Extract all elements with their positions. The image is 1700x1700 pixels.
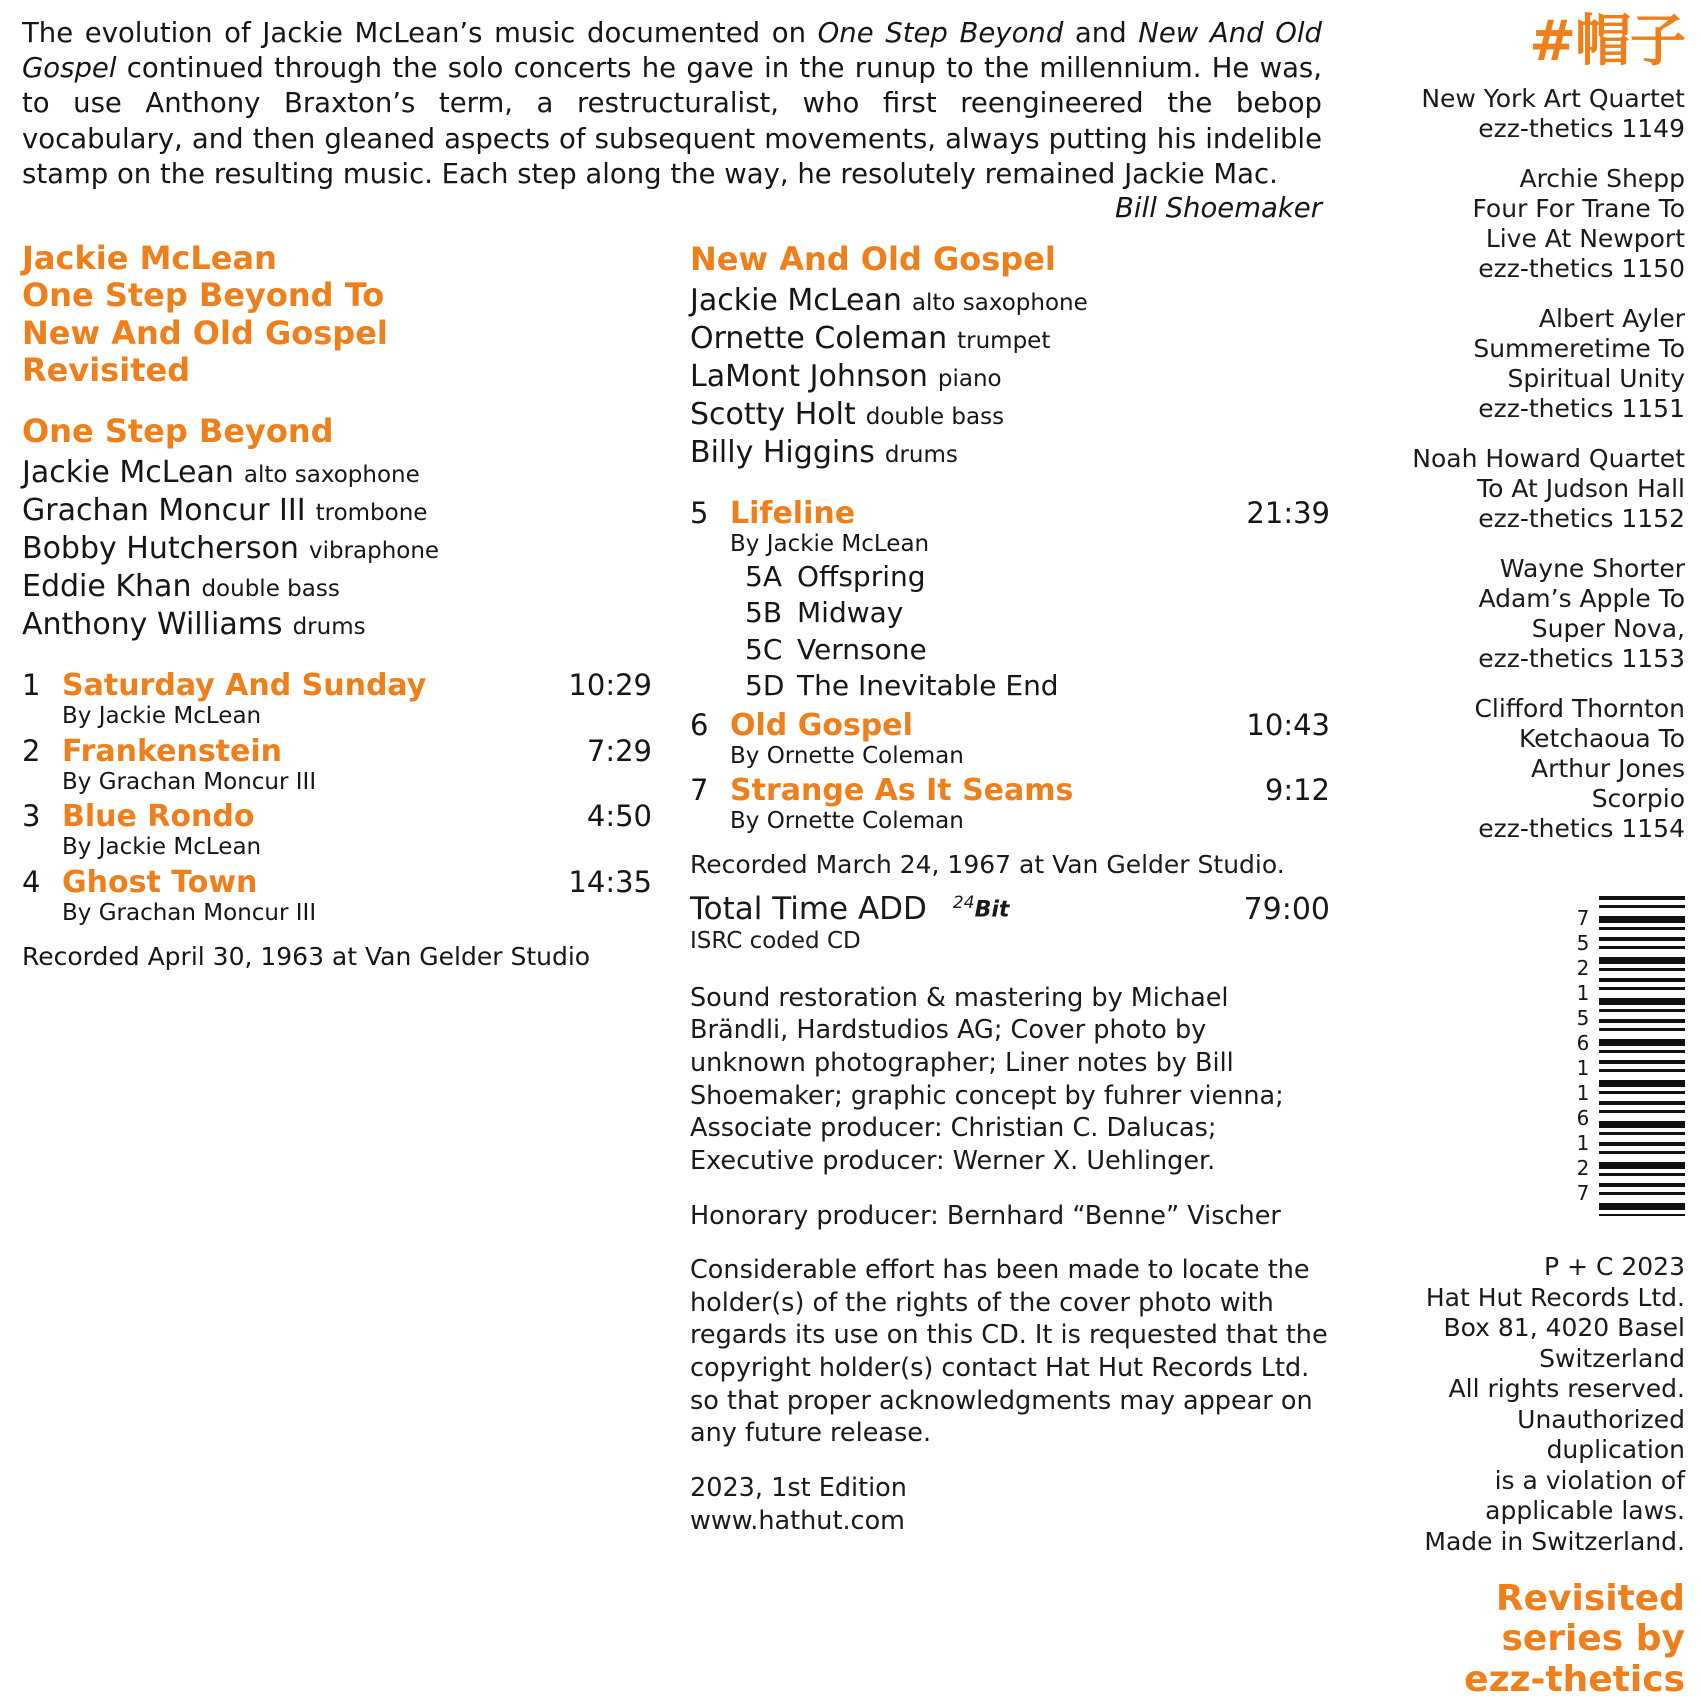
personnel-name: Grachan Moncur III	[22, 492, 306, 528]
catalog-line: Clifford Thornton	[1474, 694, 1685, 723]
track-title: Ghost Town	[62, 865, 258, 900]
production-credits: Sound restoration & mastering by Michael Brändli, Hardstudios AG; Cover photo by unknown photographer; Liner notes by Bill Shoemaker; graphic concept by fuhrer vienna; Associate producer: Christian C. Dalucas; Executive producer: Werner X. Uehlinger.	[690, 982, 1284, 1176]
movement-title: Vernsone	[797, 632, 927, 666]
catalog-line: Archie Shepp	[1519, 164, 1685, 193]
rights-notice: Considerable effort has been made to locate the holder(s) of the rights of the cover photo with regards its use on this CD. It is requested that the copyright holder(s) contact Hat Hut Records Ltd. so that proper acknowledgments may appear on any future release.	[690, 1255, 1328, 1449]
personnel-instrument: alto saxophone	[243, 461, 420, 488]
track-number: 7	[690, 773, 709, 808]
personnel-instrument: alto saxophone	[911, 290, 1088, 316]
track-title: Frankenstein	[62, 733, 283, 769]
track-title: Strange As It Seams	[730, 773, 1074, 809]
left-column	[22, 240, 652, 971]
personnel-row	[690, 396, 1330, 434]
publisher-line: All rights reserved.	[1448, 1374, 1685, 1403]
track-number: 5	[690, 496, 709, 531]
edition-info	[690, 1472, 1330, 1538]
liner-signature: Bill Shoemaker	[1115, 191, 1322, 224]
personnel-name: Jackie McLean	[22, 454, 234, 490]
personnel-row	[22, 568, 652, 606]
isrc-note: ISRC coded CD	[690, 927, 861, 954]
series-logo	[1400, 1579, 1685, 1700]
publisher-line: P + C 2023	[1544, 1252, 1685, 1281]
website-link[interactable]: www.hathut.com	[690, 1506, 906, 1537]
session-one-tracklist	[22, 668, 652, 927]
track-title: Blue Rondo	[62, 799, 255, 835]
right-column	[1400, 9, 1685, 1700]
track-number: 3	[22, 799, 41, 834]
liner-album-title-1: One Step Beyond	[817, 17, 1064, 49]
publisher-line: Switzerland	[1539, 1343, 1685, 1373]
track-composer: By Grachan Moncur III	[62, 768, 317, 795]
personnel-instrument: piano	[937, 366, 1002, 393]
personnel-instrument: double bass	[201, 576, 340, 603]
track-item	[690, 496, 1330, 704]
movement-title: The Inevitable End	[797, 669, 1059, 703]
track-composer: By Jackie McLean	[62, 834, 262, 861]
track-item	[22, 668, 652, 731]
track-number: 4	[22, 865, 41, 899]
track-number: 1	[22, 668, 41, 703]
publisher-line: Unauthorized duplication	[1517, 1404, 1685, 1464]
personnel-name: Anthony Williams	[22, 607, 283, 643]
track-composer: By Jackie McLean	[730, 531, 930, 558]
total-time-row	[690, 891, 1330, 927]
album-title-line-2: New And Old Gospel	[22, 313, 388, 352]
catalog-item	[1400, 84, 1685, 144]
middle-column	[690, 240, 1330, 1538]
album-artist: Jackie McLean	[22, 239, 277, 277]
publisher-line: Made in Switzerland.	[1424, 1526, 1685, 1556]
personnel-instrument: double bass	[865, 404, 1005, 431]
barcode-digits: 752156116127	[1571, 906, 1595, 1206]
album-title-line-3: Revisited	[22, 351, 191, 390]
track-item	[22, 865, 652, 928]
catalog-line: Summeretime To	[1473, 334, 1685, 363]
total-time-value: 79:00	[1243, 891, 1330, 927]
session-two-recording-note: Recorded March 24, 1967 at Van Gelder Studio.	[690, 849, 1285, 879]
movement-title: Offspring	[797, 560, 926, 594]
barcode	[1400, 896, 1685, 1226]
personnel-name: Bobby Hutcherson	[22, 530, 299, 566]
session-two-heading: New And Old Gospel	[690, 240, 1056, 278]
personnel-name: Billy Higgins	[690, 435, 875, 471]
personnel-row	[690, 358, 1330, 396]
track-title: Saturday And Sunday	[62, 668, 427, 704]
session-one-heading: One Step Beyond	[22, 411, 334, 450]
personnel-name: Eddie Khan	[22, 569, 192, 605]
credits-block	[690, 982, 1330, 1538]
personnel-row	[22, 492, 652, 530]
session-two-tracklist	[690, 496, 1330, 835]
track-duration: 21:39	[1246, 496, 1330, 531]
track-number: 6	[690, 707, 709, 742]
barcode-bars	[1599, 896, 1685, 1216]
personnel-instrument: drums	[884, 442, 958, 469]
catalog-line: Wayne Shorter	[1499, 554, 1685, 583]
series-line-2: ezz-thetics	[1464, 1658, 1685, 1700]
movement-title: Midway	[797, 596, 904, 630]
personnel-row	[690, 434, 1330, 472]
movement-id: 5C	[745, 632, 783, 666]
album-title-line-1: One Step Beyond To	[22, 276, 385, 315]
liner-text-part-2: and	[1063, 17, 1139, 49]
edition-line: 2023, 1st Edition	[690, 1472, 907, 1503]
track-composer: By Ornette Coleman	[730, 742, 964, 769]
album-title-block	[22, 240, 652, 390]
catalog-line: Noah Howard Quartet	[1412, 444, 1685, 473]
personnel-row	[690, 320, 1330, 358]
session-one-recording-note: Recorded April 30, 1963 at Van Gelder Studio	[22, 941, 591, 971]
track-movement	[745, 668, 1330, 704]
track-movement	[745, 595, 1330, 631]
personnel-row	[690, 282, 1330, 320]
catalog-line: Adam’s Apple To	[1478, 584, 1685, 613]
catalog-line: Live At Newport	[1485, 224, 1685, 253]
catalog-line: ezz-thetics 1152	[1478, 504, 1685, 533]
track-movement	[745, 559, 1330, 595]
movement-id: 5D	[745, 669, 785, 703]
catalog-list	[1400, 84, 1685, 844]
bit-depth-text: Bit	[974, 897, 1010, 923]
track-number: 2	[22, 733, 41, 768]
personnel-instrument: drums	[292, 614, 366, 641]
personnel-name: Ornette Coleman	[690, 321, 948, 357]
personnel-row	[22, 454, 652, 492]
track-composer: By Jackie McLean	[62, 703, 262, 730]
personnel-row	[22, 530, 652, 568]
personnel-row	[22, 606, 652, 644]
honorary-producer: Honorary producer: Bernhard “Benne” Vischer	[690, 1200, 1281, 1231]
catalog-item	[1400, 164, 1685, 284]
catalog-line: Arthur Jones	[1530, 754, 1685, 783]
catalog-line: Ketchaoua To	[1519, 724, 1685, 753]
track-duration: 14:35	[568, 865, 652, 899]
track-item	[690, 708, 1330, 771]
hat-hut-logo: #帽子	[1529, 9, 1685, 74]
personnel-name: Scotty Holt	[690, 397, 856, 433]
liner-album-title-2: New And Old Gospel	[22, 17, 1322, 85]
track-title: Lifeline	[730, 496, 856, 532]
track-duration: 4:50	[586, 799, 652, 834]
personnel-instrument: trombone	[315, 499, 428, 526]
bit-depth-number: 24	[952, 893, 975, 914]
personnel-instrument: trumpet	[957, 328, 1051, 355]
catalog-item	[1400, 554, 1685, 674]
publisher-line: Box 81, 4020 Basel	[1443, 1313, 1685, 1342]
catalog-line: Albert Ayler	[1538, 304, 1685, 333]
personnel-name: LaMont Johnson	[690, 359, 928, 395]
movement-id: 5B	[745, 596, 783, 630]
total-time-label: Total Time ADD	[690, 890, 927, 927]
track-item	[22, 799, 652, 862]
publisher-info	[1400, 1252, 1685, 1557]
track-composer: By Grachan Moncur III	[62, 900, 317, 926]
liner-text-part-1: The evolution of Jackie McLean’s music documented on	[22, 17, 818, 49]
liner-notes	[22, 16, 1322, 226]
catalog-line: ezz-thetics 1151	[1478, 394, 1685, 423]
track-item	[690, 773, 1330, 836]
liner-text-body: continued through the solo concerts he gave in the runup to the millennium. He was, to use Anthony Braxton’s term, a restructuralist, who first reengineered the bebop vocabulary, and then gleaned aspects of subsequent movements, always putting his indelible stamp on the resulting music. Each step along the way, he resolutely remained Jackie Mac.	[22, 52, 1322, 190]
publisher-line: Hat Hut Records Ltd.	[1425, 1282, 1685, 1312]
session-one-personnel	[22, 454, 652, 644]
personnel-name: Jackie McLean	[690, 283, 902, 318]
track-item	[22, 734, 652, 797]
catalog-line: Super Nova,	[1531, 614, 1685, 643]
personnel-instrument: vibraphone	[308, 537, 440, 564]
publisher-line: is a violation of applicable laws.	[1485, 1465, 1685, 1525]
track-duration: 7:29	[586, 733, 652, 768]
catalog-line: ezz-thetics 1149	[1478, 114, 1685, 143]
catalog-line: Scorpio	[1591, 784, 1685, 813]
catalog-item	[1400, 444, 1685, 534]
catalog-line: ezz-thetics 1154	[1478, 814, 1685, 843]
series-line-1: Revisited series by	[1495, 1578, 1685, 1660]
bit-depth-badge	[953, 893, 1009, 922]
track-title: Old Gospel	[730, 707, 913, 743]
catalog-line: ezz-thetics 1153	[1478, 644, 1685, 673]
session-two-personnel	[690, 282, 1330, 472]
track-duration: 10:29	[568, 668, 652, 703]
track-composer: By Ornette Coleman	[730, 808, 964, 835]
catalog-line: ezz-thetics 1150	[1478, 254, 1685, 283]
movement-id: 5A	[745, 560, 782, 594]
catalog-item	[1400, 304, 1685, 424]
catalog-line: To At Judson Hall	[1477, 474, 1685, 503]
track-movement	[745, 632, 1330, 668]
catalog-line: New York Art Quartet	[1421, 84, 1685, 113]
catalog-item	[1400, 694, 1685, 844]
catalog-line: Spiritual Unity	[1507, 364, 1685, 393]
track-duration: 10:43	[1246, 707, 1330, 742]
catalog-line: Four For Trane To	[1472, 194, 1685, 223]
track-duration: 9:12	[1264, 773, 1330, 808]
